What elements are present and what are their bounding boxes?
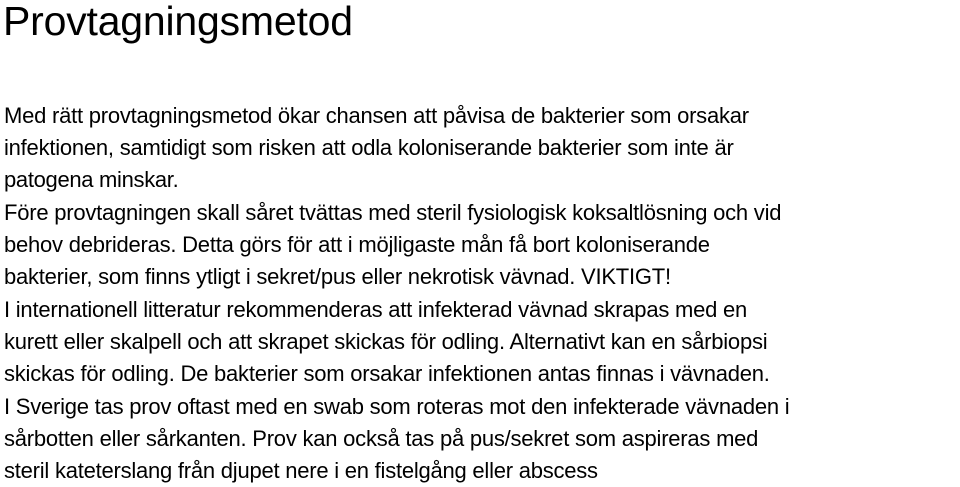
paragraph-line: kurett eller skalpell och att skrapet skickas för odling. Alternativt kan en sårbiopsi (4, 329, 768, 354)
paragraph-line: skickas för odling. De bakterier som orsakar infektionen antas finnas i vävnaden. (4, 361, 770, 386)
paragraph-line: patogena minskar. (4, 167, 179, 192)
paragraph-line: bakterier, som finns ytligt i sekret/pus eller nekrotisk vävnad. VIKTIGT! (4, 264, 671, 289)
paragraph-intro (4, 100, 960, 196)
paragraph-line: sårbotten eller sårkanten. Prov kan också tas på pus/sekret som aspireras med (4, 426, 759, 451)
paragraph-preparation (4, 197, 960, 293)
paragraph-sweden (4, 391, 960, 487)
paragraph-line: infektionen, samtidigt som risken att odla koloniserande bakterier som inte är (4, 135, 734, 160)
paragraph-line: I Sverige tas prov oftast med en swab som roteras mot den infekterade vävnaden i (4, 394, 790, 419)
slide-body (4, 100, 960, 487)
paragraph-line: I internationell litteratur rekommenderas att infekterad vävnad skrapas med en (4, 297, 748, 322)
paragraph-international (4, 294, 960, 390)
paragraph-line: behov debrideras. Detta görs för att i möjligaste mån få bort koloniserande (4, 232, 710, 257)
slide-title: Provtagningsmetod (3, 0, 353, 44)
paragraph-line: Före provtagningen skall såret tvättas med steril fysiologisk koksaltlösning och vid (4, 200, 782, 225)
paragraph-line: steril kateterslang från djupet nere i en fistelgång eller abscess (4, 458, 598, 483)
paragraph-line: Med rätt provtagningsmetod ökar chansen att påvisa de bakterier som orsakar (4, 103, 749, 128)
